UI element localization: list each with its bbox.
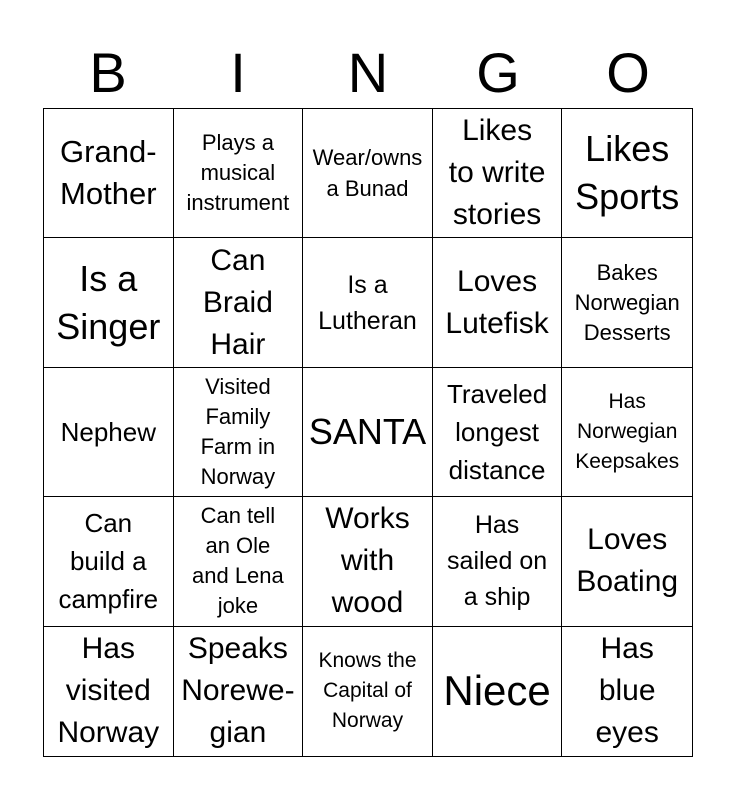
cell-text-line: Norway <box>57 716 160 750</box>
cell-text-line: to write <box>448 156 546 190</box>
cell-text-line: Norway <box>331 709 404 733</box>
cell-text-line: Knows the <box>318 649 417 673</box>
cell-text-line: Bakes <box>596 259 658 285</box>
bingo-board <box>43 108 693 757</box>
cell-text-line: a ship <box>463 583 531 612</box>
cell-text-line: sailed on <box>447 547 548 576</box>
header-letter-n: N <box>347 41 389 104</box>
bingo-cell-visited-norway[interactable] <box>44 627 174 756</box>
cell-text-line: gian <box>209 716 267 750</box>
cell-text-line: musical <box>200 160 276 186</box>
bingo-cell-niece[interactable] <box>433 627 563 756</box>
cell-text-line: Capital of <box>323 679 412 703</box>
cell-text-line: distance <box>448 454 546 485</box>
bingo-cell-grandmother[interactable] <box>44 109 174 238</box>
cell-text-line: Farm in <box>200 433 276 459</box>
cell-text-line: Can <box>210 243 266 277</box>
bingo-cell-family-farm[interactable] <box>174 368 304 497</box>
bingo-cell-speaks-norwegian[interactable] <box>174 627 304 756</box>
bingo-header <box>43 38 693 108</box>
bingo-cell-sailed-ship[interactable] <box>433 497 563 626</box>
bingo-cell-capital-norway[interactable] <box>303 627 433 756</box>
cell-text-line: longest <box>455 416 539 447</box>
bingo-cell-plays-instrument[interactable] <box>174 109 304 238</box>
cell-text-line: Wear/owns <box>312 145 423 171</box>
cell-text-line: Boating <box>576 565 679 599</box>
cell-text-line: an Ole <box>205 533 271 559</box>
bingo-cell-likes-sports[interactable] <box>562 109 692 238</box>
cell-text-line: Desserts <box>583 319 671 345</box>
cell-text-line: Can <box>84 508 133 539</box>
header-letter-g: G <box>476 41 520 104</box>
header-letter-i: I <box>230 41 246 104</box>
bingo-cell-works-wood[interactable] <box>303 497 433 626</box>
bingo-cell-ole-lena-joke[interactable] <box>174 497 304 626</box>
cell-text-line: Can tell <box>200 503 276 529</box>
cell-text-line: eyes <box>595 716 659 750</box>
cell-text-line: wood <box>331 586 404 620</box>
header-letter-o: O <box>606 41 650 104</box>
cell-text-line: Is a <box>347 270 388 299</box>
cell-text-line: a Bunad <box>326 176 409 202</box>
cell-text-line: Niece <box>443 667 551 715</box>
cell-text-line: Hair <box>210 327 266 361</box>
bingo-cell-lutheran[interactable] <box>303 238 433 367</box>
cell-text-line: Is a <box>79 257 138 299</box>
cell-text-line: Nephew <box>60 416 156 447</box>
cell-text-line: Grand- <box>60 134 157 170</box>
cell-text-line: Family <box>205 403 271 429</box>
cell-text-line: and Lena <box>192 563 284 589</box>
cell-text-line: Loves <box>587 523 668 557</box>
cell-text-line: Likes <box>585 128 670 170</box>
cell-text-line: Speaks <box>187 632 288 666</box>
cell-text-line: Works <box>325 502 410 536</box>
header-letter-b: B <box>89 41 127 104</box>
cell-text-line: visited <box>65 674 151 708</box>
cell-text-line: Loves <box>457 264 538 298</box>
bingo-cell-desserts[interactable] <box>562 238 692 367</box>
cell-text-line: Traveled <box>446 378 548 409</box>
cell-text-line: Has <box>600 632 654 666</box>
cell-text-line: instrument <box>186 190 290 216</box>
bingo-cell-bunad[interactable] <box>303 109 433 238</box>
bingo-cell-write-stories[interactable] <box>433 109 563 238</box>
cell-text-line: with <box>340 544 395 578</box>
cell-text-line: Norwegian <box>574 289 680 315</box>
cell-text-line: joke <box>217 593 259 619</box>
cell-text-line: Visited <box>205 373 271 399</box>
bingo-cell-lutefisk[interactable] <box>433 238 563 367</box>
cell-text-line: Norway <box>200 463 276 489</box>
bingo-cell-blue-eyes[interactable] <box>562 627 692 756</box>
cell-text-line: Has <box>81 632 135 666</box>
bingo-cell-keepsakes[interactable] <box>562 368 692 497</box>
bingo-cell-braid-hair[interactable] <box>174 238 304 367</box>
cell-text-line: Has <box>474 511 520 540</box>
cell-text-line: stories <box>452 198 542 232</box>
cell-text-line: Mother <box>60 176 157 212</box>
cell-text-line: Norwegian <box>576 419 678 443</box>
cell-text-line: Singer <box>56 305 161 347</box>
cell-text-line: Has <box>608 389 646 413</box>
bingo-cell-campfire[interactable] <box>44 497 174 626</box>
cell-text-line: Lutefisk <box>445 306 549 340</box>
bingo-cell-longest-distance[interactable] <box>433 368 563 497</box>
cell-text-line: Keepsakes <box>575 449 680 473</box>
cell-text-line: build a <box>69 546 147 577</box>
bingo-cell-boating[interactable] <box>562 497 692 626</box>
bingo-cell-santa[interactable] <box>303 368 433 497</box>
cell-text-line: blue <box>598 674 656 708</box>
cell-text-line: Norewe- <box>181 674 295 708</box>
cell-text-line: Sports <box>575 176 680 218</box>
cell-text-line: Likes <box>462 114 533 148</box>
cell-text-line: campfire <box>58 584 159 615</box>
cell-text-line: Plays a <box>201 130 274 156</box>
bingo-cell-nephew[interactable] <box>44 368 174 497</box>
cell-text-line: Lutheran <box>318 306 417 335</box>
cell-text-line: Braid <box>202 285 273 319</box>
bingo-cell-singer[interactable] <box>44 238 174 367</box>
cell-text-line: SANTA <box>308 410 427 452</box>
